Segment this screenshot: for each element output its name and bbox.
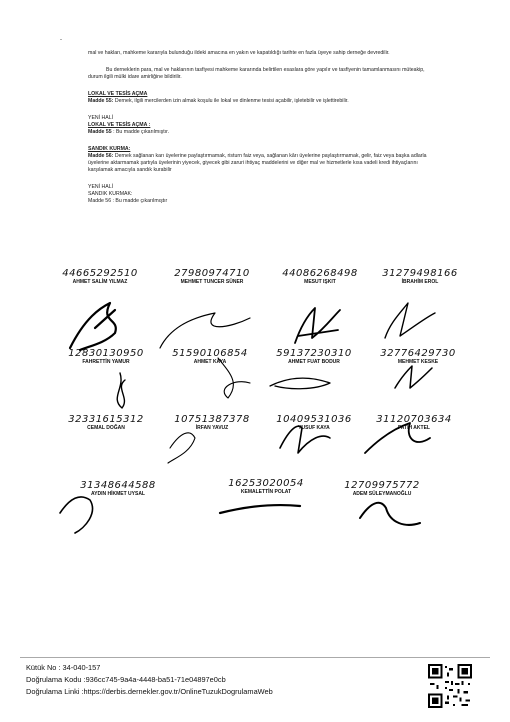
signatory-name: FAHRETTİN YAMUR	[82, 359, 130, 365]
signature-stroke	[60, 497, 92, 533]
signature-stroke	[280, 426, 330, 453]
qr-code	[428, 664, 472, 708]
signatory-name: AYDIN HİKMET UYSAL	[91, 491, 145, 497]
article-text: Dernek, ilgili mercilerden izin almak koşulu ile lokal ve dinlenme tesisi açabilir, işletebilir ve işlettirebilir.	[113, 98, 349, 104]
id-number: 27980974710	[174, 268, 250, 279]
new-version-label: YENİ HALİ	[88, 184, 114, 190]
signatory	[40, 268, 160, 285]
signatory-name: CEMAL DOĞAN	[87, 425, 125, 431]
section-heading-lokal: LOKAL VE TESİS AÇMA	[88, 91, 148, 97]
signatory-name: MEHMET TUNCER SÜNER	[180, 279, 244, 285]
signature-stroke	[395, 366, 432, 388]
id-number: 31279498166	[382, 268, 458, 279]
signature-stroke	[270, 378, 330, 389]
id-number: 44665292510	[62, 268, 138, 279]
id-number: 31120703634	[376, 414, 452, 425]
signatory	[152, 268, 272, 285]
signature-stroke	[360, 503, 420, 525]
signatory-name: AHMET SALİM YILMAZ	[72, 279, 128, 285]
article-55-new	[88, 129, 432, 136]
id-number: 32776429730	[380, 348, 456, 359]
article-56-new: Madde 56 : Bu madde çıkarılmıştır	[88, 198, 168, 204]
signatory-name: İRFAN YAVUZ	[195, 425, 229, 431]
handwritten-signatures	[40, 288, 480, 568]
signature-stroke	[295, 308, 340, 343]
signature-stroke	[218, 358, 250, 398]
new-version-label: YENİ HALİ	[88, 115, 114, 121]
article-text: Dernek sağlanan karı üyelerine paylaştırmamak, risturn faiz veya, sağlanan kârı üyelerine paylaştırmamak, gelir, faiz veya başka adlarla üyelerine aktarmamak şartıyla üyelerinin yiyecek, giyecek gibi zaruri ihtiyaç maddelerini ve diğer mal ve hizmetlerle kısa vadeli kredi ihtiyaçlarını karşılamak amacıyla sandık kurabilir	[88, 153, 427, 173]
id-number: 31348644588	[80, 480, 156, 491]
section-heading-sandik-new: SANDIK KURMAK:	[88, 191, 133, 197]
id-number: 51590106854	[172, 348, 248, 359]
verification-code: Doğrulama Kodu :936cc745-9a4a-4448-ba51-71e04897e0cb	[26, 675, 226, 684]
article-label: Madde 56:	[88, 153, 114, 159]
verification-footer	[26, 662, 273, 698]
signatory-name: AHMET KAYA	[193, 359, 227, 365]
signatory-name: MESUT IŞKIT	[304, 279, 336, 285]
signatory-name: FATİH AKTEL	[398, 425, 430, 431]
signatory-name: ADEM SÜLEYMANOĞLU	[352, 491, 412, 497]
signature-stroke	[70, 303, 116, 350]
signature-block	[40, 268, 480, 568]
signatory-name: AHMET FUAT BODUR	[288, 359, 340, 365]
id-number: 59137230310	[276, 348, 352, 359]
signatory	[360, 268, 480, 285]
document-body	[88, 50, 432, 209]
id-number: 12830130950	[68, 348, 144, 359]
registry-number: Kütük No : 34-040-157	[26, 663, 101, 672]
article-label: Madde 55:	[88, 98, 114, 104]
signature-stroke	[385, 303, 435, 338]
article-55-old	[88, 98, 432, 105]
section-heading-lokal-new: LOKAL VE TESİS AÇMA :	[88, 122, 151, 128]
signatory-name: İBRAHİM EROL	[401, 279, 439, 285]
paragraph-2: Bu derneklerin para, mal ve haklarının tasfiyesi mahkeme kararında belirtilen esaslara göre yapılır ve tasfiyenin tamamlanmasını müteakip, durum ilgili mülki idare amirliğine bildirilir.	[88, 67, 425, 80]
id-number: 16253020054	[228, 478, 304, 489]
id-number: 12709975772	[344, 480, 420, 491]
signatory-name: KEMALETTİN POLAT	[240, 489, 292, 495]
id-number: 32331615312	[68, 414, 144, 425]
article-56-old	[88, 153, 432, 174]
section-heading-sandik: SANDIK KURMA:	[88, 146, 131, 152]
id-number: 44086268498	[282, 268, 358, 279]
id-number: 10751387378	[174, 414, 250, 425]
signature-stroke	[160, 313, 250, 348]
article-label: Madde 55	[88, 129, 112, 135]
signature-stroke	[168, 433, 195, 463]
signatory-name: YUSUF KAYA	[298, 425, 330, 431]
article-text: : Bu madde çıkarılmıştır.	[111, 129, 170, 135]
signature-stroke	[117, 373, 125, 408]
corner-mark: -	[60, 37, 62, 43]
paragraph-1: mal ve hakları, mahkeme kararıyla bulunduğu ildeki amacına en yakın ve kapatıldığı tarihte en fazla üyeye sahip derneğe devredilir.	[88, 50, 390, 56]
verification-link[interactable]: Doğrulama Linki :https://derbis.dernekler.gov.tr/OnlineTuzukDogrulamaWeb	[26, 687, 273, 696]
id-number: 10409531036	[276, 414, 352, 425]
footer-divider	[20, 657, 490, 658]
signature-stroke	[365, 423, 430, 453]
signature-stroke	[220, 505, 300, 513]
signatory-name: MEHMET KESKE	[397, 359, 439, 365]
